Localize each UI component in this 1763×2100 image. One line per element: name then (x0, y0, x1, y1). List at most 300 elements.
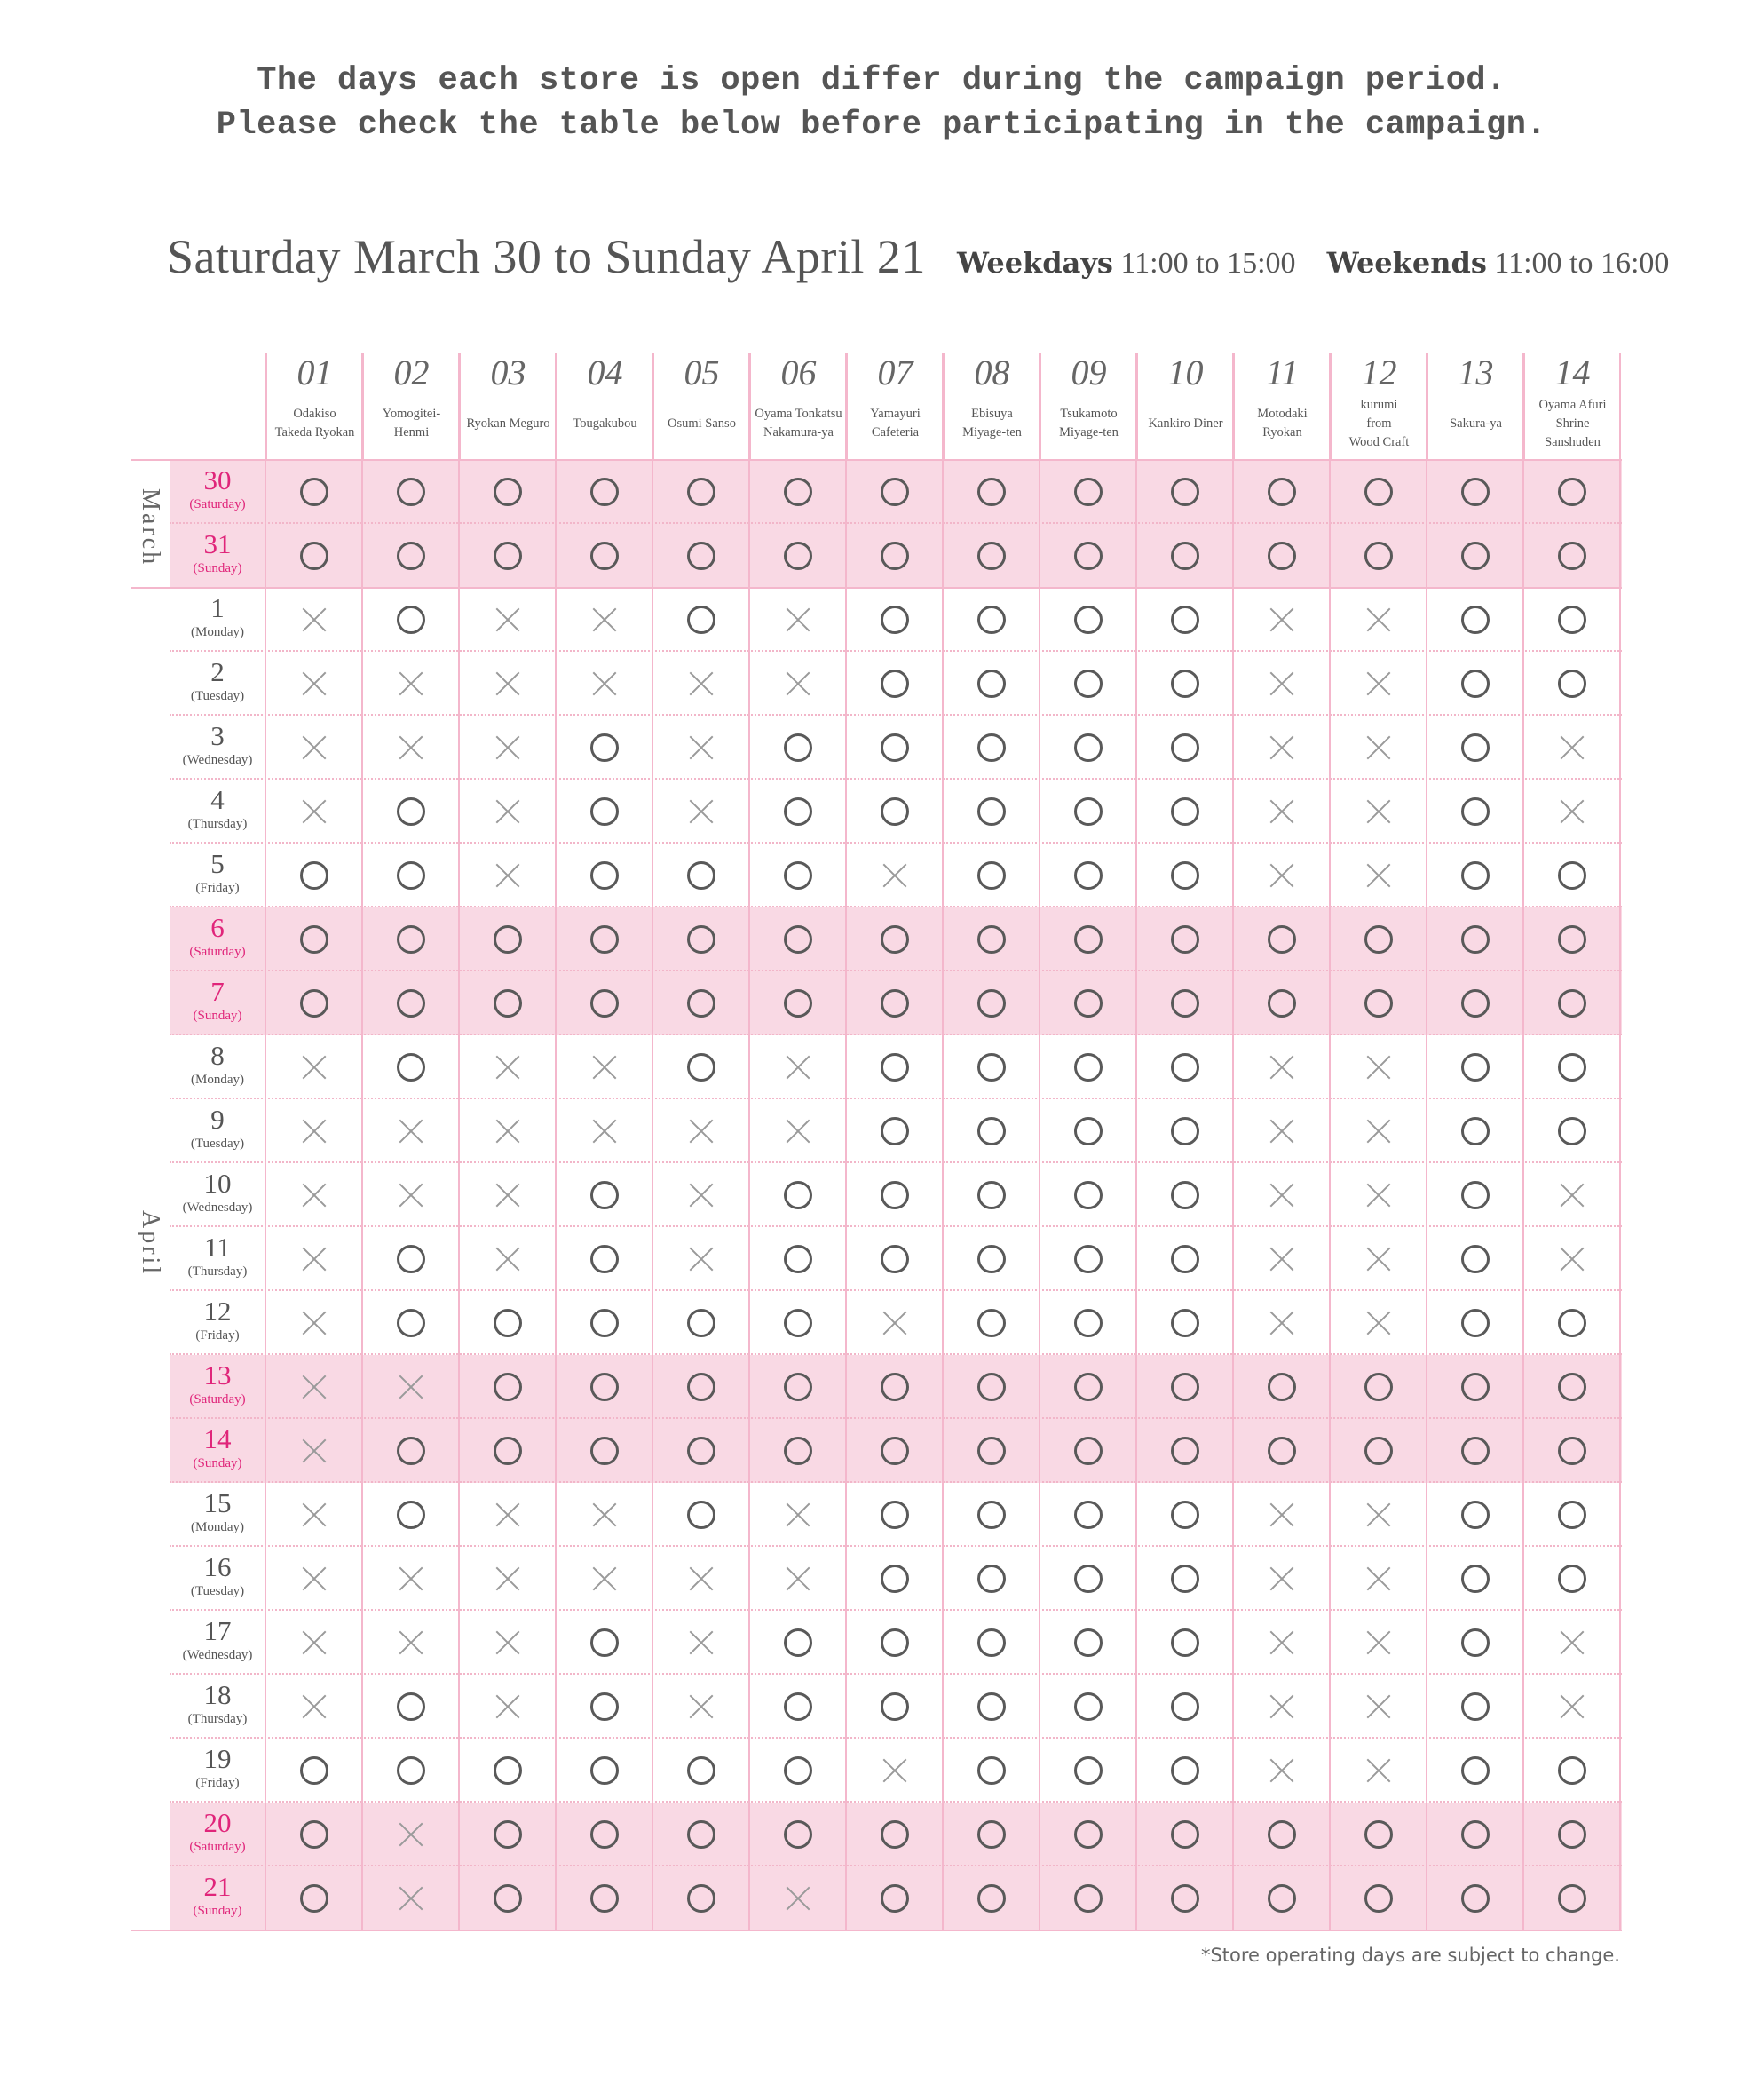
day-number: 3 (210, 720, 225, 751)
open-mark (1040, 1547, 1136, 1611)
table-row (170, 1035, 1622, 1099)
circle-icon (1171, 1884, 1199, 1913)
open-mark (1330, 1803, 1427, 1866)
store-header-11 (1233, 353, 1330, 460)
cross-icon (494, 1246, 521, 1272)
cross-icon (1269, 1502, 1295, 1528)
circle-icon (1461, 1756, 1490, 1785)
circle-icon (1461, 1820, 1490, 1849)
circle-icon (494, 1884, 522, 1913)
circle-icon (881, 733, 909, 762)
circle-icon (687, 1053, 715, 1082)
circle-icon (1171, 1565, 1199, 1593)
table-row (170, 1419, 1622, 1483)
open-mark (846, 588, 943, 652)
store-header-07 (846, 353, 943, 460)
date-cell (170, 1035, 265, 1099)
table-row (170, 844, 1622, 907)
circle-icon (397, 1756, 425, 1785)
open-mark (943, 1099, 1040, 1163)
open-mark (1040, 1419, 1136, 1483)
open-mark (1427, 1803, 1523, 1866)
closed-mark (652, 1611, 749, 1675)
circle-icon (590, 542, 619, 570)
circle-icon (1074, 1117, 1103, 1145)
open-mark (556, 1611, 652, 1675)
open-mark (749, 1611, 846, 1675)
circle-icon (687, 989, 715, 1018)
closed-mark (652, 1675, 749, 1739)
cross-icon (688, 734, 715, 761)
open-mark (1040, 1483, 1136, 1547)
circle-icon (1558, 989, 1586, 1018)
circle-icon (1364, 1373, 1393, 1401)
open-mark (1427, 1035, 1523, 1099)
cross-icon (301, 1246, 328, 1272)
closed-mark (1233, 844, 1330, 907)
circle-icon (881, 925, 909, 954)
open-mark (1233, 1419, 1330, 1483)
weekday-name: (Saturday) (189, 945, 246, 959)
day-number: 2 (210, 656, 225, 687)
open-mark (1040, 1099, 1136, 1163)
circle-icon (1171, 542, 1199, 570)
closed-mark (1523, 780, 1620, 844)
circle-icon (494, 1373, 522, 1401)
circle-icon (977, 1309, 1006, 1337)
closed-mark (652, 716, 749, 780)
open-mark (1136, 1803, 1233, 1866)
open-mark (1427, 1866, 1523, 1930)
weekday-name: (Monday) (191, 625, 244, 639)
circle-icon (300, 989, 328, 1018)
closed-mark (265, 1227, 362, 1291)
circle-icon (494, 478, 522, 506)
open-mark (943, 1611, 1040, 1675)
day-number: 20 (203, 1807, 232, 1838)
store-name: Yamayuri Cafeteria (870, 407, 921, 440)
circle-icon (397, 1245, 425, 1273)
cross-icon (1365, 1118, 1392, 1145)
circle-icon (1171, 478, 1199, 506)
open-mark (1136, 1035, 1233, 1099)
cross-icon (494, 1182, 521, 1208)
open-mark (846, 524, 943, 588)
open-mark (556, 971, 652, 1035)
open-mark (943, 1739, 1040, 1803)
table-row (170, 1099, 1622, 1163)
open-mark (846, 1547, 943, 1611)
closed-mark (459, 652, 556, 716)
circle-icon (977, 1245, 1006, 1273)
cross-icon (1365, 1757, 1392, 1784)
table-row (170, 1291, 1622, 1355)
store-name: Oyama Afuri Shrine Sanshuden (1538, 397, 1607, 449)
store-number: 05 (684, 353, 720, 392)
weekday-name: (Tuesday) (190, 689, 245, 703)
circle-icon (590, 989, 619, 1018)
open-mark (1523, 652, 1620, 716)
open-mark (362, 1483, 459, 1547)
circle-icon (1074, 1692, 1103, 1721)
open-mark (362, 907, 459, 971)
store-header-09 (1040, 353, 1136, 460)
circle-icon (1171, 1181, 1199, 1209)
open-mark (362, 780, 459, 844)
open-mark (749, 844, 846, 907)
open-mark (943, 1675, 1040, 1739)
cross-icon (398, 1885, 424, 1912)
weekday-name: (Thursday) (187, 1264, 248, 1279)
store-name: Osumi Sanso (668, 416, 736, 431)
weekend-hours (1320, 247, 1670, 280)
circle-icon (881, 989, 909, 1018)
cross-icon (785, 1054, 811, 1081)
cross-icon (494, 1565, 521, 1592)
weekends-hours-value: 11:00 to 16:00 (1494, 247, 1670, 280)
store-header-04 (556, 353, 652, 460)
cross-icon (688, 670, 715, 697)
closed-mark (1523, 1611, 1620, 1675)
closed-mark (1233, 780, 1330, 844)
circle-icon (881, 1501, 909, 1529)
cross-icon (591, 1118, 618, 1145)
closed-mark (1330, 1099, 1427, 1163)
open-mark (846, 1163, 943, 1227)
day-number: 19 (203, 1743, 232, 1774)
open-mark (1427, 1483, 1523, 1547)
open-mark (1427, 1611, 1523, 1675)
open-mark (1040, 780, 1136, 844)
circle-icon (1074, 1884, 1103, 1913)
open-mark (652, 1419, 749, 1483)
closed-mark (265, 1035, 362, 1099)
circle-icon (1558, 606, 1586, 634)
circle-icon (687, 861, 715, 890)
column-divider (942, 353, 944, 1930)
open-mark (459, 971, 556, 1035)
cross-icon (494, 1118, 521, 1145)
circle-icon (1461, 1053, 1490, 1082)
open-mark (1136, 1866, 1233, 1930)
closed-mark (362, 1355, 459, 1419)
circle-icon (1461, 861, 1490, 890)
cross-icon (301, 1182, 328, 1208)
open-mark (846, 652, 943, 716)
circle-icon (1364, 478, 1393, 506)
open-mark (1330, 460, 1427, 524)
open-mark (652, 1035, 749, 1099)
circle-icon (397, 1437, 425, 1465)
open-mark (1136, 971, 1233, 1035)
circle-icon (397, 1692, 425, 1721)
cross-icon (1269, 1182, 1295, 1208)
closed-mark (362, 716, 459, 780)
circle-icon (1074, 925, 1103, 954)
circle-icon (1461, 733, 1490, 762)
store-name: kurumi from Wood Craft (1348, 397, 1410, 449)
open-mark (749, 1163, 846, 1227)
store-name: Kankiro Diner (1148, 416, 1223, 431)
open-mark (1040, 716, 1136, 780)
circle-icon (1171, 606, 1199, 634)
weekday-name: (Friday) (195, 1776, 240, 1790)
open-mark (943, 1355, 1040, 1419)
closed-mark (1233, 1035, 1330, 1099)
circle-icon (1171, 1373, 1199, 1401)
open-mark (943, 524, 1040, 588)
circle-icon (1461, 1117, 1490, 1145)
open-mark (1136, 1675, 1233, 1739)
open-mark (846, 780, 943, 844)
cross-icon (1559, 1246, 1585, 1272)
circle-icon (1461, 1628, 1490, 1657)
month-label-march: March (137, 488, 164, 567)
open-mark (943, 588, 1040, 652)
cross-icon (398, 1118, 424, 1145)
circle-icon (784, 1820, 812, 1849)
closed-mark (265, 1675, 362, 1739)
circle-icon (687, 606, 715, 634)
open-mark (1523, 971, 1620, 1035)
cross-icon (688, 798, 715, 825)
day-number: 16 (203, 1551, 232, 1582)
cross-icon (301, 1565, 328, 1592)
open-mark (846, 1866, 943, 1930)
date-cell (170, 1739, 265, 1803)
open-mark (1136, 1291, 1233, 1355)
open-mark (1233, 1355, 1330, 1419)
table-row (170, 716, 1622, 780)
closed-mark (265, 1419, 362, 1483)
cross-icon (301, 1054, 328, 1081)
open-mark (749, 1227, 846, 1291)
circle-icon (1171, 1820, 1199, 1849)
date-cell (170, 524, 265, 588)
open-mark (1523, 1739, 1620, 1803)
circle-icon (590, 1373, 619, 1401)
store-header-10 (1136, 353, 1233, 460)
closed-mark (265, 780, 362, 844)
closed-mark (1330, 844, 1427, 907)
circle-icon (784, 1245, 812, 1273)
open-mark (943, 1803, 1040, 1866)
circle-icon (1461, 1884, 1490, 1913)
cross-icon (398, 1821, 424, 1848)
circle-icon (1558, 1053, 1586, 1082)
column-divider (1135, 353, 1137, 1930)
date-cell (170, 1866, 265, 1930)
open-mark (362, 460, 459, 524)
day-number: 1 (210, 592, 225, 623)
cross-icon (1269, 862, 1295, 889)
closed-mark (1330, 588, 1427, 652)
column-divider (748, 353, 750, 1930)
circle-icon (1074, 1756, 1103, 1785)
closed-mark (265, 1291, 362, 1355)
day-number: 21 (203, 1871, 232, 1902)
open-mark (1523, 460, 1620, 524)
open-mark (1136, 1163, 1233, 1227)
closed-mark (265, 1355, 362, 1419)
open-mark (459, 460, 556, 524)
open-mark (846, 1803, 943, 1866)
closed-mark (749, 1099, 846, 1163)
store-name: Oyama Tonkatsu Nakamura-ya (755, 407, 842, 440)
open-mark (556, 1675, 652, 1739)
open-mark (749, 524, 846, 588)
column-divider (361, 353, 363, 1930)
weekday-name: (Thursday) (187, 817, 248, 831)
open-mark (749, 1419, 846, 1483)
date-cell (170, 1291, 265, 1355)
circle-icon (977, 1181, 1006, 1209)
store-number: 14 (1554, 353, 1591, 392)
day-number: 6 (210, 912, 225, 943)
circle-icon (397, 989, 425, 1018)
cross-icon (398, 1182, 424, 1208)
period-title: Saturday March 30 to Sunday April 21 (167, 230, 926, 283)
open-mark (1040, 1291, 1136, 1355)
cross-icon (1365, 1054, 1392, 1081)
date-cell (170, 460, 265, 524)
closed-mark (1233, 1227, 1330, 1291)
cross-icon (1365, 1693, 1392, 1720)
open-mark (556, 1866, 652, 1930)
circle-icon (300, 1820, 328, 1849)
cross-icon (1559, 734, 1585, 761)
circle-icon (590, 797, 619, 826)
open-mark (1040, 1803, 1136, 1866)
open-mark (1233, 971, 1330, 1035)
table-row (170, 652, 1622, 716)
open-mark (1523, 524, 1620, 588)
store-name: Tougakubou (573, 416, 637, 431)
cross-icon (1365, 734, 1392, 761)
open-mark (1427, 1675, 1523, 1739)
circle-icon (300, 478, 328, 506)
closed-mark (265, 1099, 362, 1163)
circle-icon (494, 1820, 522, 1849)
open-mark (1427, 460, 1523, 524)
circle-icon (784, 925, 812, 954)
circle-icon (1171, 1309, 1199, 1337)
store-name: Yomogitei-Henmi (382, 407, 441, 440)
open-mark (943, 780, 1040, 844)
cross-icon (1559, 1182, 1585, 1208)
closed-mark (265, 588, 362, 652)
open-mark (943, 971, 1040, 1035)
cross-icon (1269, 670, 1295, 697)
cross-icon (1365, 1182, 1392, 1208)
cross-icon (301, 1693, 328, 1720)
open-mark (1330, 1866, 1427, 1930)
open-mark (1136, 652, 1233, 716)
open-mark (1427, 844, 1523, 907)
open-mark (943, 1163, 1040, 1227)
cross-icon (785, 1502, 811, 1528)
open-mark (362, 971, 459, 1035)
open-mark (652, 1355, 749, 1419)
weekday-name: (Friday) (195, 881, 240, 895)
date-cell (170, 652, 265, 716)
circle-icon (590, 861, 619, 890)
circle-icon (881, 1053, 909, 1082)
circle-icon (881, 1884, 909, 1913)
open-mark (1427, 1099, 1523, 1163)
closed-mark (652, 652, 749, 716)
circle-icon (1558, 1501, 1586, 1529)
open-mark (1523, 907, 1620, 971)
date-cell (170, 1547, 265, 1611)
circle-icon (1461, 606, 1490, 634)
cross-icon (1365, 1246, 1392, 1272)
cross-icon (1559, 1693, 1585, 1720)
closed-mark (1233, 1611, 1330, 1675)
open-mark (749, 1675, 846, 1739)
cross-icon (1365, 862, 1392, 889)
closed-mark (846, 844, 943, 907)
cross-icon (494, 798, 521, 825)
circle-icon (1171, 1628, 1199, 1657)
open-mark (556, 716, 652, 780)
open-mark (749, 716, 846, 780)
open-mark (652, 588, 749, 652)
store-header-08 (943, 353, 1040, 460)
open-mark (1040, 1866, 1136, 1930)
cross-icon (1365, 1502, 1392, 1528)
circle-icon (1171, 797, 1199, 826)
open-mark (652, 524, 749, 588)
closed-mark (1233, 588, 1330, 652)
store-header-06 (749, 353, 846, 460)
cross-icon (398, 734, 424, 761)
store-header-13 (1427, 353, 1523, 460)
closed-mark (749, 1035, 846, 1099)
open-mark (459, 1355, 556, 1419)
day-number: 17 (203, 1615, 232, 1646)
closed-mark (556, 1483, 652, 1547)
cross-icon (494, 1629, 521, 1656)
circle-icon (881, 1692, 909, 1721)
column-divider (1426, 353, 1427, 1930)
closed-mark (362, 1163, 459, 1227)
open-mark (1040, 652, 1136, 716)
open-mark (362, 1035, 459, 1099)
open-mark (846, 1035, 943, 1099)
open-mark (459, 1291, 556, 1355)
cross-icon (1269, 606, 1295, 633)
open-mark (1427, 971, 1523, 1035)
circle-icon (1558, 861, 1586, 890)
open-mark (556, 1739, 652, 1803)
closed-mark (1523, 1675, 1620, 1739)
circle-icon (784, 1181, 812, 1209)
day-number: 11 (204, 1232, 231, 1263)
weekday-hours (950, 247, 1296, 280)
date-cell (170, 1099, 265, 1163)
open-mark (265, 844, 362, 907)
column-divider (1232, 353, 1234, 1930)
circle-icon (784, 733, 812, 762)
open-mark (1427, 907, 1523, 971)
weekday-name: (Saturday) (189, 1392, 246, 1407)
table-row (170, 1163, 1622, 1227)
open-mark (1136, 1547, 1233, 1611)
closed-mark (1233, 1547, 1330, 1611)
circle-icon (881, 1437, 909, 1465)
cross-icon (494, 670, 521, 697)
